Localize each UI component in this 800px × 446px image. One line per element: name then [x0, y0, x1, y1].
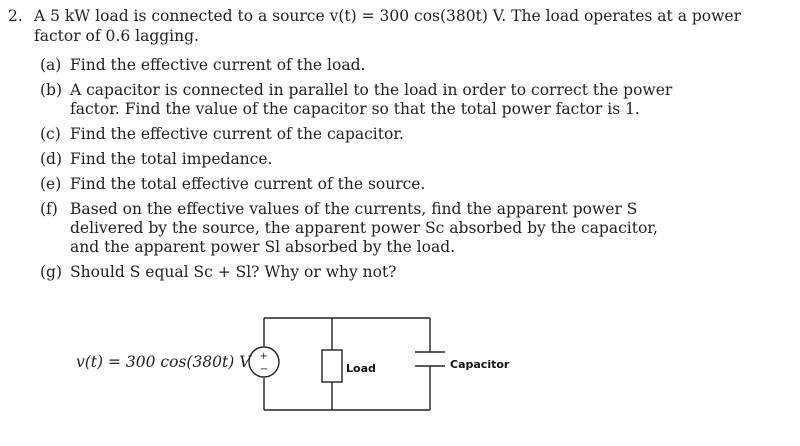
part-text: Based on the effective values of the currents, find the apparent power S delivered by the source, the apparent power Sc absorbed by the capacitor, and the apparent power Sl absorbed by the load.: [70, 200, 658, 256]
problem-2: [8, 6, 792, 288]
load-label: Load: [346, 362, 376, 375]
part-a: [40, 56, 792, 75]
problem-number: 2.: [8, 7, 23, 25]
part-b: [40, 81, 792, 119]
problem-parts-list: [8, 56, 792, 282]
capacitor-icon: [415, 352, 445, 366]
part-label: (d): [40, 150, 63, 168]
part-text: Find the effective current of the capacitor.: [70, 125, 404, 143]
part-label: (a): [40, 56, 62, 74]
part-e: [40, 175, 792, 194]
problem-statement: [8, 6, 792, 46]
part-c: [40, 125, 792, 144]
load-element-icon: [322, 350, 342, 382]
part-text: A capacitor is connected in parallel to the load in order to correct the power factor. Find the value of the capacitor so that the total power factor is 1.: [70, 81, 673, 118]
part-g: [40, 263, 792, 282]
part-label: (g): [40, 263, 63, 281]
part-text: Find the effective current of the load.: [70, 56, 366, 74]
source-plus-sign: +: [259, 351, 268, 362]
circuit-diagram: [0, 300, 800, 446]
part-label: (b): [40, 81, 63, 99]
part-text: Find the total effective current of the source.: [70, 175, 426, 193]
capacitor-label: Capacitor: [450, 358, 510, 371]
part-d: [40, 150, 792, 169]
part-text: Should S equal Sc + Sl? Why or why not?: [70, 263, 397, 281]
part-label: (f): [40, 200, 58, 218]
part-label: (c): [40, 125, 61, 143]
source-minus-sign: −: [260, 364, 269, 375]
part-text: Find the total impedance.: [70, 150, 273, 168]
source-voltage-label: v(t) = 300 cos(380t) V: [76, 353, 251, 371]
part-label: (e): [40, 175, 62, 193]
voltage-source-icon: [249, 347, 279, 377]
problem-statement-text: A 5 kW load is connected to a source v(t) = 300 cos(380t) V. The load operates at a power factor of 0.6 lagging.: [34, 7, 741, 45]
part-f: [40, 200, 792, 257]
